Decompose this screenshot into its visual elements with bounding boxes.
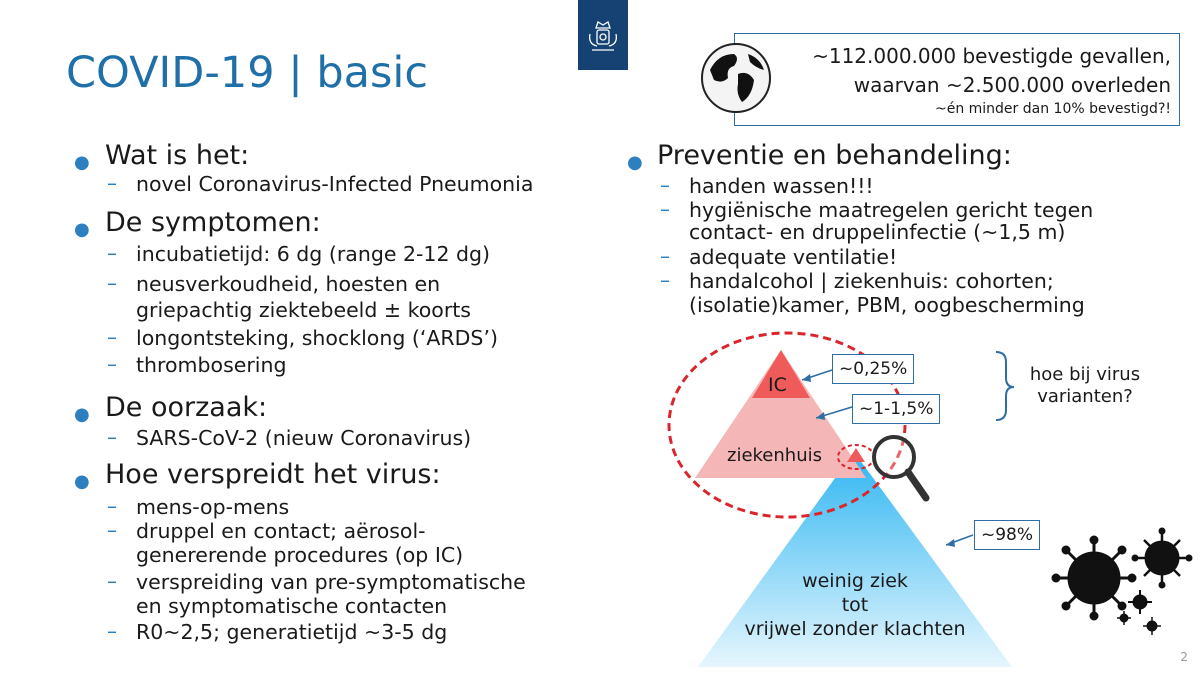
section-heading-spread: Hoe verspreidt het virus: <box>105 459 441 490</box>
list-item: mens-op-mens <box>136 495 290 519</box>
list-item: neusverkoudheid, hoesten en <box>136 272 441 296</box>
bullet-icon: ● <box>74 404 90 425</box>
list-item: SARS-CoV-2 (nieuw Coronavirus) <box>136 426 472 450</box>
stats-line-deaths: waarvan ~2.500.000 overleden <box>853 73 1171 97</box>
pyramid-hospital-label: ziekenhuis <box>727 445 822 466</box>
list-item: griepachtig ziektebeeld ± koorts <box>136 298 471 322</box>
dash-icon: – <box>107 425 117 449</box>
list-item: hygiënische maatregelen gericht tegen <box>689 198 1094 222</box>
dash-icon: – <box>660 173 670 197</box>
dash-icon: – <box>107 325 117 349</box>
list-item: verspreiding van pre-symptomatische <box>136 570 526 594</box>
pct-ic-box: ~0,25% <box>832 354 914 384</box>
magnifier-icon <box>874 437 926 498</box>
dash-icon: – <box>107 494 117 518</box>
pyramid-mild-line: tot <box>841 594 869 616</box>
bullet-icon: ● <box>627 152 643 173</box>
list-item: adequate ventilatie! <box>689 245 898 269</box>
list-item: thrombosering <box>136 353 287 377</box>
list-item: handen wassen!!! <box>689 174 874 198</box>
pct-mild-box: ~98% <box>974 520 1040 550</box>
brace-icon <box>996 352 1014 420</box>
section-heading-prevention: Preventie en behandeling: <box>657 140 1012 171</box>
bullet-icon: ● <box>74 471 90 492</box>
bullet-icon: ● <box>74 152 90 173</box>
stats-box <box>734 33 1180 126</box>
pyramid-mild-label <box>720 569 990 641</box>
page-number: 2 <box>1180 650 1188 664</box>
variants-question <box>1022 364 1148 408</box>
logo <box>578 0 628 70</box>
pyramid-mild-line: vrijwel zonder klachten <box>744 618 966 640</box>
dash-icon: – <box>660 244 670 268</box>
dash-icon: – <box>107 619 117 643</box>
globe-icon <box>698 40 774 120</box>
list-item: handalcohol | ziekenhuis: cohorten; <box>689 269 1054 293</box>
list-item: (isolatie)kamer, PBM, oogbescherming <box>689 293 1085 317</box>
list-item: novel Coronavirus-Infected Pneumonia <box>136 172 534 196</box>
dash-icon: – <box>107 241 117 265</box>
list-item: longontsteking, shocklong (‘ARDS’) <box>136 326 498 350</box>
list-item: contact- en druppelinfectie (~1,5 m) <box>689 220 1066 244</box>
dash-icon: – <box>107 171 117 195</box>
dash-icon: – <box>660 197 670 221</box>
list-item: genererende procedures (op IC) <box>136 543 464 567</box>
dash-icon: – <box>107 518 117 542</box>
variants-line: hoe bij virus <box>1029 364 1141 385</box>
page-title: COVID-19 | basic <box>66 48 429 98</box>
bullet-icon: ● <box>74 219 90 240</box>
list-item: en symptomatische contacten <box>136 594 448 618</box>
pyramid-ic-label: IC <box>768 374 787 396</box>
dash-icon: – <box>107 271 117 295</box>
dash-icon: – <box>660 268 670 292</box>
list-item: incubatietijd: 6 dg (range 2-12 dg) <box>136 242 491 266</box>
virus-icon <box>1052 528 1192 635</box>
dash-icon: – <box>107 569 117 593</box>
variants-line: varianten? <box>1037 386 1133 407</box>
stats-line-note: ~én minder dan 10% bevestigd?! <box>934 101 1171 117</box>
section-heading-symptoms: De symptomen: <box>105 207 321 238</box>
list-item: R0~2,5; generatietijd ~3-5 dg <box>136 620 448 644</box>
section-heading-what: Wat is het: <box>105 140 250 171</box>
section-heading-cause: De oorzaak: <box>105 392 268 423</box>
dash-icon: – <box>107 352 117 376</box>
stats-line-cases: ~112.000.000 bevestigde gevallen, <box>812 44 1171 68</box>
list-item: druppel en contact; aërosol- <box>136 519 426 543</box>
pct-hospital-box: ~1-1,5% <box>852 394 940 424</box>
pyramid-mild-line: weinig ziek <box>802 570 908 592</box>
